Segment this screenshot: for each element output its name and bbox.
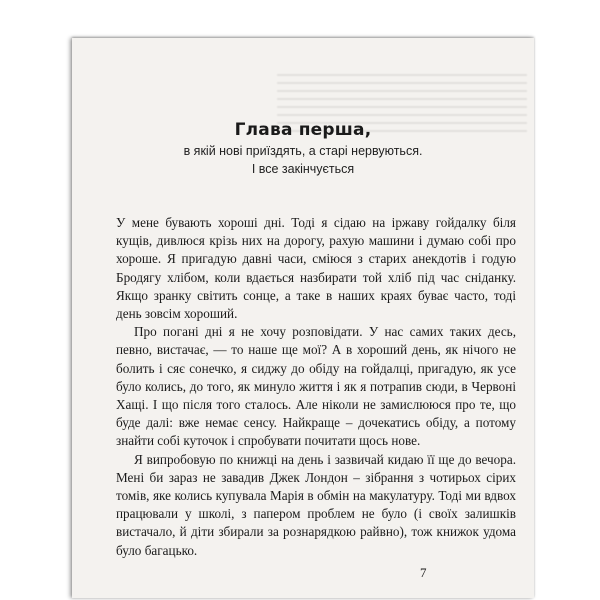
paragraph-3: Я випробовую по книжці на день і зазвичай кидаю її ще до вечора. Мені би зараз не завадив Джек Лондон – зібрання з чотирьох сірих томів, яке колись купувала Марія в обмін на макулатуру. Тоді ми вдвох працювали у школі, з папером проблем не було (і своїх залишків вистачало, й діти збирали за рознарядкою райвно), тож книжок удома було багацько. — [116, 451, 516, 558]
book-page — [72, 38, 534, 598]
paragraph-2: Про погані дні я не хочу розповідати. У нас самих таких десь, певно, вистачає, — то наше ще мої? А в хороший день, як нічого не болить і сяє сонечко, я сиджу до обіду на гойдалці, пригадую, як усе було колись, до того, як минуло життя і як я потрапив сюди, в Червоні Хащі. І що після того сталось. Але ніколи не замислююся про те, що буде далі: вже немає сенсу. Найкраще – дочекатись обіду, а потому знайти собі куточок і спробувати почитати щось нове. — [116, 324, 516, 449]
chapter-subtitle-line-2: І все закінчується — [251, 162, 355, 176]
chapter-title: Глава перша, — [234, 120, 372, 140]
body-text — [116, 214, 516, 560]
chapter-subtitle-line-1: в якій нові приїздять, а старі нервуються. — [183, 144, 423, 158]
paragraph-1: У мене бувають хороші дні. Тоді я сідаю на іржаву гойдалку біля кущів, дивлюся крізь них на дорогу, рахую машини і думаю собі про хороше. Я пригадую давні часи, сміюся з старих анекдотів і годую Бродягу хлібом, коли вдається назбирати той хліб під час сніданку. Якщо зранку світить сонце, а таке в наших краях буває часто, тоді день зовсім хороший. — [116, 215, 516, 322]
page-number: 7 — [420, 565, 427, 580]
